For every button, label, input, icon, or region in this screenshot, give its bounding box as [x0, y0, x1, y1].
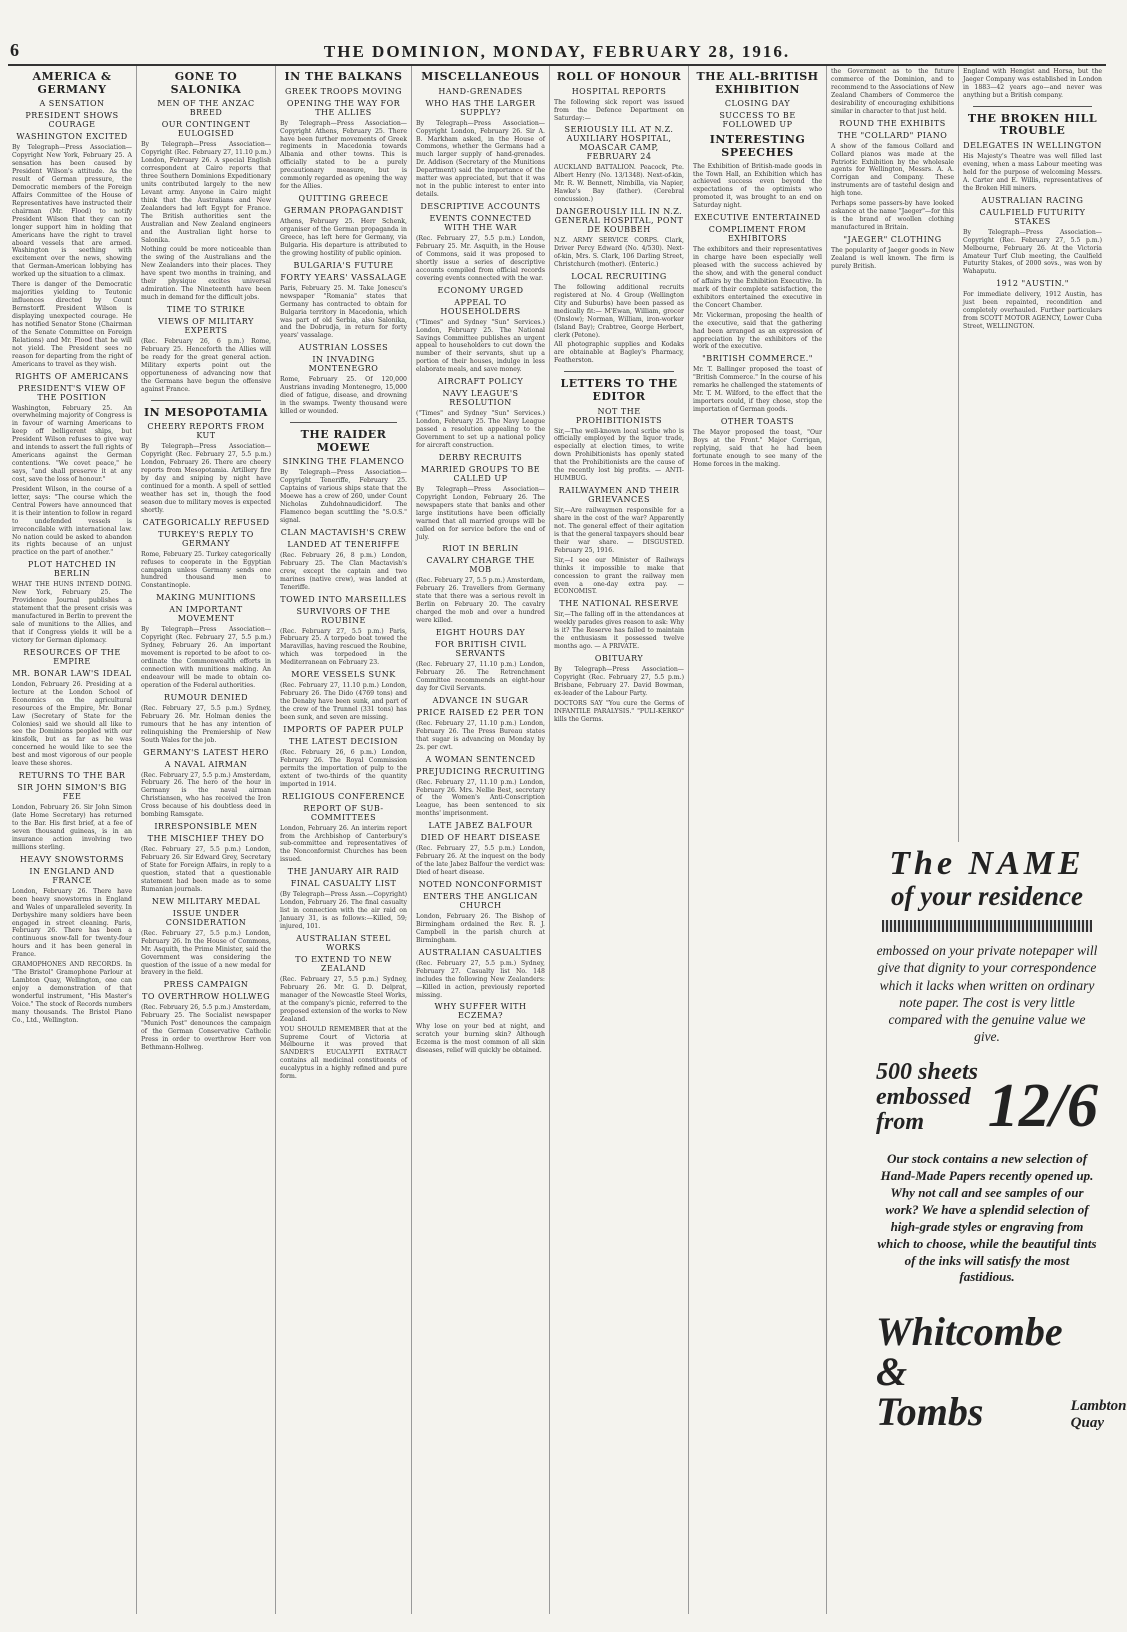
article-paragraph: Sir,—The falling off in the attendances at weekly parades gives reason to ask: Why is it? The Reserve has failed to maintain the enthusiasm it possessed twelve months ago. — A PRIVATE. [554, 611, 684, 651]
article-subheading: SINKING THE FLAMENCO [282, 457, 405, 467]
article-paragraph: Mr. T. Ballinger proposed the toast of "British Commerce." In the course of his remarks he challenged the statements of Mr. T. M. Wilford, to the effect that the importers could, if they chose, stop the importation of German goods. [693, 366, 822, 414]
article-subheading: RIOT IN BERLIN [442, 544, 519, 554]
article-paragraph: DOCTORS SAY "You cure the Germs of INFANTILE PARALYSIS." "PULI-KERKO" kills the Germs. [554, 699, 684, 723]
article-subheading: THE "COLLARD" PIANO [837, 130, 948, 140]
article-paragraph: (Rec. February 27, 5.5 p.m.) Amsterdam, February 26. Travellers from Germany state that there was a serious revolt in Berlin on February 20. The cavalry charged the mob and over a hundred were killed. [416, 577, 545, 625]
article-subheading: A WOMAN SENTENCED [425, 754, 536, 764]
article-paragraph: ("Times" and Sydney "Sun" Services.) London, February 25. The Navy League passed a resolution appealing to the Government to set up a national policy for aircraft construction. [416, 410, 545, 449]
article-paragraph: (By Telegraph—Press Assn.—Copyright) London, February 26. The final casualty list in connection with the air raid on January 31, is as follows:—Killed, 59; injured, 101. [280, 891, 407, 931]
article-subheading: SERIOUSLY ILL AT N.Z. AUXILIARY HOSPITAL, MOASCAR CAMP, FEBRUARY 24 [564, 125, 674, 162]
article-subheading: RELIGIOUS CONFERENCE [281, 791, 406, 801]
column-3 [275, 66, 411, 1614]
ad-subheadline: of your residence [891, 880, 1083, 911]
article-paragraph: Athens, February 25. Herr Schenk, organiser of the German propaganda in Greece, has left here for Germany, via Bulgaria. His departure is attributed to the growing hostility of public opinion. [280, 218, 407, 257]
article-headline: LETTERS TO THE EDITOR [560, 377, 678, 403]
article-paragraph: (Rec. February 27, 5.5 p.m.) London, February 26. In the House of Commons, Mr. Asquith, the Prime Minister, said the Government was considering the question of the issue of a new medal for bravery in the field. [141, 929, 271, 977]
article-paragraph: ("Times" and Sydney "Sun" Services.) London, February 25. The National Savings Committee publishes an urgent appeal to householders to cut down the number of their servants, shut up a portion of their houses, indulge in less elaborate meals, and save money. [416, 318, 545, 374]
ad-body: embossed on your private notepaper will give that dignity to your correspondence which it lacks when written on ordinary note paper. The cost is very little compared with the genuine value we give. [876, 943, 1098, 1045]
column-4 [411, 66, 549, 1614]
article-subheading: COMPLIMENT FROM EXHIBITORS [708, 225, 807, 244]
article-headline: IN MESOPOTAMIA [144, 405, 268, 419]
article-subheading: ECONOMY URGED [437, 285, 524, 295]
article-paragraph: WHAT THE HUNS INTEND DOING. New York, February 25. The Providence Journal publishes a statement that the present crisis was manufactured in Berlin to prevent the sale of munitions to the Allies, and that if Congress yields it will be a victory for German diplomacy. [12, 581, 132, 644]
article-paragraph: the Government as to the future commerce of the Dominion, and to recommend to the Associations of New Zealand Chambers of Commerce the desirability of encouraging exhibitions similar in character to that just held. [831, 68, 954, 115]
article-paragraph: Why lose on your bed at night, and scratch your burning skin? Although Eczema is the most common of all skin diseases, relief will quickly be obtained. [416, 1023, 545, 1055]
article-paragraph: The Mayor proposed the toast, "Our Boys at the Front." Major Corrigan, replying, said that he had been fortunate enough to see many of the Home forces in the making. [693, 429, 822, 468]
article-paragraph: (Rec. February 27, 5.5 p.m.) London, February 25. Mr. Asquith, in the House of Commons, said it was proposed to shortly issue a series of descriptive accounts compiled from official records covering events connected with the war. [416, 235, 545, 282]
article-subheading: ENTERS THE ANGLICAN CHURCH [423, 892, 538, 911]
article-subheading: IN INVADING MONTENEGRO [308, 355, 379, 374]
article-headline: IN THE BALKANS [284, 70, 403, 83]
article-subheading: EIGHT HOURS DAY [435, 628, 526, 638]
article-paragraph: Sir,—The well-known local scribe who is officially employed by the liquor trade, especially at election times, to write down Prohibitionists has openly stated that the Prohibitionists are the cause of the recently lost big profits. — ANTI-HUMBUG. [554, 427, 684, 483]
page-title: THE DOMINION, MONDAY, FEBRUARY 28, 1916. [323, 42, 791, 61]
article-subheading: CATEGORICALLY REFUSED [142, 517, 270, 527]
article-subheading: THE MISCHIEF THEY DO [147, 834, 265, 844]
article-subheading: TURKEY'S REPLY TO GERMANY [158, 529, 254, 548]
article-paragraph: AUCKLAND BATTALION. Peacock, Pte. Albert Henry (No. 13/1348). Next-of-kin, Mr. R. W. Bennett, Nimbilla, via Napier, Hawke's Bay (father). (Cerebral concussion.) [554, 164, 684, 204]
article-subheading: APPEAL TO HOUSEHOLDERS [440, 297, 521, 316]
article-headline: THE ALL-BRITISH EXHIBITION [696, 70, 819, 96]
article-paragraph: For immediate delivery, 1912 Austin, has just been repainted, recondition and completely overhauled. Further particulars from SCOTT MOTOR AGENCY, Lower Cuba Street, WELLINGTON. [963, 291, 1102, 331]
article-paragraph: (Rec. February 27, 11.10 p.m.) London, February 26. Mrs. Nellie Best, secretary of the Women's Anti-Conscription League, has been sentenced to six months' imprisonment. [416, 778, 545, 818]
article-subheading: WHY SUFFER WITH ECZEMA? [434, 1002, 527, 1021]
article-subheading: WASHINGTON EXCITED [16, 132, 128, 142]
article-subheading: TO EXTEND TO NEW ZEALAND [295, 954, 392, 973]
article-subheading: WHO HAS THE LARGER SUPPLY? [425, 98, 536, 117]
article-subheading: FOR BRITISH CIVIL SERVANTS [434, 640, 527, 659]
article-subheading: DELEGATES IN WELLINGTON [963, 141, 1102, 151]
article-subheading: DERBY RECRUITS [438, 452, 523, 462]
article-subheading: RAILWAYMEN AND THEIR GRIEVANCES [558, 486, 680, 505]
article-subheading: IRRESPONSIBLE MEN [154, 822, 258, 832]
article-subheading: GERMANY'S LATEST HERO [143, 747, 269, 757]
article-paragraph: Rome, February 25. Of 120,000 Austrians invading Montenegro, 15,000 died of fatigue, disease, and drowning in the swamps. Twenty thousand were killed or wounded. [280, 376, 407, 416]
article-subheading: ADVANCE IN SUGAR [432, 695, 529, 705]
article-subheading: THE JANUARY AIR RAID [287, 867, 400, 877]
article-subheading: IMPORTS OF PAPER PULP [283, 724, 404, 734]
ad-price-block [876, 1058, 1098, 1141]
article-subheading: CAULFIELD FUTURITY STAKES [979, 207, 1086, 226]
price-label-sheets: 500 sheets [876, 1058, 978, 1085]
article-paragraph: Nothing could be more noticeable than the swing of the Australians and the New Zealanders into their places. They have spent two months in training, and their physique excites universal admiration. The Nineteenth have been much in demand for the difficult jobs. [141, 246, 271, 302]
article-paragraph: President Wilson, in the course of a letter, says: "The course which the Central Powers have announced that it is their intention to follow in regard to undefended vessels is irreconcilable with international law. No nation could be asked to abandon its rights because of an unjust practice on the part of another." [12, 485, 132, 557]
article-subheading: HAND-GRENADES [438, 86, 523, 96]
article-paragraph: Mr. Vickerman, proposing the health of the executive, said that the gathering had been arranged as an expression of appreciation by the exhibitors of the work of the executive. [693, 311, 822, 351]
article-headline: GONE TO SALONIKA [170, 70, 242, 96]
article-subheading: MEN OF THE ANZAC BREED [157, 99, 255, 118]
article-headline: THE RAIDER MOEWE [300, 428, 387, 454]
article-subheading: AUSTRIAN LOSSES [298, 343, 389, 353]
article-paragraph: Washington, February 25. An overwhelming majority of Congress is in favour of warning Americans to keep off belligerent ships, but President Wilson refuses to give way and intends to assert the full rights of Americans against the German contentions. "We covet peace," he says, "and shall preserve it at any cost, save the loss of honour." [12, 404, 132, 483]
article-subheading: RIGHTS OF AMERICANS [15, 371, 129, 381]
article-paragraph: By Telegraph—Press Association—Copyright Athens, February 25. There have been further movements of Greek regiments in Macedonia towards Albania and other towns. This is officially stated to be a purely precautionary measure, but is commonly regarded as opening the way for the Allies. [280, 119, 407, 191]
article-paragraph: (Rec. February 26, 5.5 p.m.) Amsterdam, February 25. The Socialist newspaper "Munich Post" denounces the campaign of the German Conservative Catholic Press in order to overthrow Herr von Bethmann-Hollweg. [141, 1004, 271, 1052]
article-subheading: AUSTRALIAN STEEL WORKS [296, 933, 391, 952]
article-paragraph: Paris, February 25. M. Take Jonescu's newspaper "Romania" states that Germany has contracted to obtain for Bulgaria territory in Macedonia, which was part of old Serbia, also Salonika, and the Dobrudja, in return for forty years' vassalage. [280, 284, 407, 340]
article-paragraph: All photographic supplies and Kodaks are obtainable at Bagley's Pharmacy, Featherston. [554, 341, 684, 365]
article-subheading: SURVIVORS OF THE ROUBINE [296, 606, 391, 625]
article-paragraph: GRAMOPHONES AND RECORDS. In "The Bristol" Gramophone Parlour at Lambton Quay, Wellington, one can enjoy a demonstration of that wonderful instrument, "His Master's Voice." The stock of Records numbers many thousands. The Bristol Piano Co., Ltd., Wellington. [12, 961, 132, 1024]
article-headline: THE BROKEN HILL TROUBLE [967, 111, 1098, 138]
article-paragraph: His Majesty's Theatre was well filled last evening, when a mass Labour meeting was held for the purpose of welcoming Messrs. A. Carter and E. Willis, representatives of the Broken Hill miners. [963, 153, 1102, 192]
article-subheading: BULGARIA'S FUTURE [293, 260, 394, 270]
article-subheading: MORE VESSELS SUNK [291, 670, 396, 680]
article-paragraph: The popularity of Jaeger goods in New Zealand is well known. The firm is purely British. [831, 246, 954, 270]
article-paragraph: The exhibitors and their representatives in charge have been especially well pleased with the success achieved by the show, and with the general conduct of affairs by the Exhibition Executive. In mark of their complete satisfaction, the exhibitors entertained the executive in the Concert Chamber. [693, 246, 822, 309]
article-paragraph: A show of the famous Collard and Collard pianos was made at the Patriotic Exhibition by the wholesale agents for Wellington, Messrs. A. A. Corrigan and Company. These instruments are of tasteful design and high tone. [831, 142, 954, 198]
ad-headline: The NAME [889, 845, 1085, 882]
article-paragraph: By Telegraph—Press Association—Copyright (Rec. February 27, 5.5 p.m.) London, February 26. There are cheery reports from Mesopotamia. Artillery fire by day and sniping by night have continued for a month. A spell of settled weather has set in, though the food season due to military moves is expected shortly. [141, 443, 271, 514]
article-paragraph: Perhaps some passers-by have looked askance at the name "Jaeger"—for this is the brand of woollen clothing manufactured in Britain. [831, 200, 954, 231]
article-subheading: MAKING MUNITIONS [156, 593, 256, 603]
article-paragraph: (Rec. February 27, 11.10 p.m.) London, February 26. The Retrenchment Committee recommends an eight-hour day for Civil Servants. [416, 661, 545, 692]
article-paragraph: (Rec. February 27, 5.5 p.m.) London, February 26. Sir Edward Grey, Secretary of State for Foreign Affairs, in reply to a question, stated that a questionable statement had been made as to some Rumanian journals. [141, 846, 271, 893]
article-subheading: NOTED NONCONFORMIST [418, 880, 543, 890]
article-subheading: ISSUE UNDER CONSIDERATION [165, 908, 247, 927]
article-subheading: OPENING THE WAY FOR THE ALLIES [286, 98, 401, 117]
article-paragraph: (Rec. February 27, 5.5 p.m.) London, February 26. At the inquest on the body of the late Jabez Balfour the verdict was: Died of heart disease. [416, 845, 545, 877]
article-subheading: "JAEGER" CLOTHING [843, 234, 942, 244]
article-subheading: PRESS CAMPAIGN [163, 980, 249, 990]
article-subheading: PRESIDENT'S VIEW OF THE POSITION [18, 383, 126, 402]
price-value: 12/6 [987, 1072, 1098, 1141]
ad-signature [876, 1309, 1127, 1435]
article-subheading: RESOURCES OF THE EMPIRE [23, 647, 121, 666]
column-6 [688, 66, 826, 1614]
article-paragraph: By Telegraph—Press Association—Copyright London, February 26. The newspapers state that banks and other large institutions have been officially warned that all married groups will be called on for service before the end of July. [416, 485, 545, 541]
article-paragraph: England with Hengist and Horsa, but the Jaeger Company was established in London in 1883—42 years ago—and never was anything but a British company. [963, 68, 1102, 99]
article-subheading: GERMAN PROPAGANDIST [283, 206, 404, 216]
article-paragraph: (Rec. February 27, 5.5 p.m.) Amsterdam, February 26. The hero of the hour in Germany is the naval airman Christiansen, who has received the Iron Cross because of his doubtless deed in bombing Ramsgate. [141, 771, 271, 819]
article-paragraph: (Rec. February 27, 5.5 p.m.) Sydney, February 27. Casualty list No. 148 includes the following New Zealanders:—Killed in action, previously reported missing. [416, 959, 545, 999]
column-8 [958, 66, 1106, 842]
article-subheading: QUITTING GREECE [298, 194, 389, 204]
article-subheading: RETURNS TO THE BAR [18, 771, 126, 781]
article-paragraph: By Telegraph—Press Association—Copyright (Rec. February 27, 11.10 p.m.) London, February 26. A special English correspondent at Cairo reports that three Southern Dominions Expeditionary units contributed largely to the new Levant army. Anyone in Cairo might think that the Australians and New Zealanders had left Egypt for France. The British authorities sent the Australian and New Zealand engineers and the Australian light horse to Salonika. [141, 141, 271, 244]
article-subheading: MR. BONAR LAW'S IDEAL [12, 668, 132, 678]
article-subheading: EXECUTIVE ENTERTAINED [694, 213, 821, 223]
article-paragraph: London, February 26. An interim report from the Archbishop of Canterbury's sub-committee and representatives of the Nonconformist Churches has been issued. [280, 824, 407, 864]
article-subheading: HOSPITAL REPORTS [571, 86, 667, 96]
article-subheading: PRICE RAISED £2 PER TON [416, 707, 545, 717]
masthead [8, 42, 1106, 66]
article-subheading: OBITUARY [594, 654, 644, 664]
article-subheading: TO OVERTHROW HOLLWEG [142, 992, 270, 1002]
article-paragraph: (Rec. February 27, 5.5 p.m.) Paris, February 25. A torpedo boat towed the Maravillas, having rescued the Roubine, which was torpedoed in the Mediterranean on February 23. [280, 627, 407, 667]
article-paragraph: By Telegraph—Press Association—Copyright (Rec. February 27, 5.5 p.m.) Brisbane, February 27. David Bowman, ex-leader of the Labour Party. [554, 666, 684, 697]
firm-location-line-2: Quay [1070, 1415, 1105, 1432]
article-subheading: MARRIED GROUPS TO BE CALLED UP [420, 464, 541, 483]
article-subheading: SIR JOHN SIMON'S BIG FEE [17, 783, 127, 802]
article-subheading: EVENTS CONNECTED WITH THE WAR [429, 214, 532, 233]
article-headline: ROLL OF HONOUR [556, 70, 682, 83]
article-paragraph: London, February 26. The Bishop of Birmingham ordained the Rev. R. J. Campbell in the parish church at Birmingham. [416, 913, 545, 944]
article-paragraph: London, February 26. Sir John Simon (late Home Secretary) has returned to the Bar. His first brief, at a fee of seven thousand guineas, is in an insurance action involving two millions sterling. [12, 804, 132, 851]
article-subheading: TOWED INTO MARSEILLES [280, 594, 407, 604]
article-subheading: "BRITISH COMMERCE." [702, 354, 813, 364]
article-subheading: TIME TO STRIKE [166, 305, 246, 315]
article-paragraph: By Telegraph—Press Association—Copyright (Rec. February 27, 5.5 p.m.) Melbourne, February 26. At the Victoria Amateur Turf Club meeting, the Caulfield Futurity Stakes, of 2000 sovs., was won by Wahaputu. [963, 228, 1102, 276]
article-subheading: AUSTRALIAN RACING [981, 195, 1084, 205]
article-subheading: REPORT OF SUB-COMMITTEES [303, 803, 384, 822]
article-paragraph: By Telegraph—Press Association—Copyright (Rec. February 27, 5.5 p.m.) Sydney, February 26. An important movement is reported to be afoot to co-ordinate the Commonwealth efforts in connection with munitions making. An endeavour will be made to obtain co-operation of the Federal authorities. [141, 626, 271, 689]
article-subheading: PREJUDICING RECRUITING [416, 766, 545, 776]
article-subheading: HEAVY SNOWSTORMS [19, 854, 125, 864]
article-paragraph: YOU SHOULD REMEMBER that at the Supreme Court of Victoria at Melbourne it was proved that SANDER'S EUCALYPTI EXTRACT contains all medicinal constituents of eucalyptus in a highly refined and pure form. [280, 1025, 407, 1081]
article-subheading: DANGEROUSLY ILL IN N.Z. GENERAL HOSPITAL, PONT DE KOUBBEH [554, 207, 684, 235]
article-subheading: 1912 "AUSTIN." [996, 279, 1069, 289]
article-paragraph: (Rec. February 26, 6 p.m.) London, February 26. The Royal Commission permits the importation of pulp to the extent of two-thirds of the quantity imported in 1914. [280, 748, 407, 788]
article-paragraph: Rome, February 25. Turkey categorically refuses to cooperate in the Egyptian campaign unless Germany sends one hundred thousand men to Constantinople. [141, 550, 271, 590]
article-subheading: THE LATEST DECISION [288, 736, 399, 746]
ad-stock-text: Our stock contains a new selection of Hand-Made Papers recently opened up. Why not call and see samples of our work? We have a splendid selection of high-grade styles or engraving from which to choose, while the beautiful tints of the inks will satisfy the most fastidious. [877, 1151, 1097, 1285]
embossed-sample-band [882, 920, 1092, 932]
article-subheading: A SENSATION [39, 99, 105, 109]
column-5 [549, 66, 688, 1614]
article-subheading: CLAN MACTAVISH'S CREW [280, 527, 407, 537]
article-paragraph: (Rec. February 27, 11.10 p.m.) London, February 26. The Press Bureau states that sugar is advancing on Monday by 2s. per cwt. [416, 719, 545, 751]
article-paragraph: By Telegraph—Press Association—Copyright Teneriffe, February 25. Captains of various ships state that the Moewe has a crew of 260, under Count Nicholas Zuhdohnaudicidorf. The Flamenco began scuttling the "S.O.S." signal. [280, 469, 407, 524]
article-paragraph: By Telegraph—Press Association—Copyright New York, February 25. A sensation has been caused by President Wilson's attitude. As the result of German pressure, the Democratic members of the Foreign Affairs Committee of the House of Representatives have instructed their chairman (Mr. Flood) to notify President Wilson that they can no longer support him in holding that Americans have the right to travel aboard vessels that are armed. Washington is seething with excitement over the news, showing that German-American lobbying has worked up the situation to a climax. [12, 144, 132, 279]
article-subheading: DESCRIPTIVE ACCOUNTS [420, 202, 541, 212]
article-subheading: NOT THE PROHIBITIONISTS [575, 406, 663, 425]
article-subheading: AIRCRAFT POLICY [437, 377, 524, 387]
column-rule [564, 371, 674, 372]
article-subheading: PLOT HATCHED IN BERLIN [27, 560, 117, 579]
column-rule [290, 422, 397, 423]
article-subheading: ROUND THE EXHIBITS [839, 118, 946, 128]
article-subheading: AUSTRALIAN CASUALTIES [418, 947, 543, 957]
article-subheading: IN ENGLAND AND FRANCE [29, 866, 115, 885]
article-paragraph: (Rec. February 27, 11.10 p.m.) London, February 26. The Dido (4769 tons) and the Denaby have been sunk, and part of the crew of the Trunnel (331 tons) has been sunk, and seven are missing. [280, 682, 407, 721]
article-subheading: CAVALRY CHARGE THE MOB [426, 556, 535, 575]
article-paragraph: (Rec. February 27, 5.5 p.m.) Sydney, February 26. Mr. Holman denies the rumours that he has any intention of relinquishing the Premiership of New South Wales for the job. [141, 704, 271, 744]
article-subheading: SUCCESS TO BE FOLLOWED UP [719, 111, 796, 130]
article-subheading: OUR CONTINGENT EULOGISED [161, 120, 251, 139]
article-paragraph: (Rec. February 26, 8 p.m.) London, February 25. The Clan Mactavish's crew, except the captain and two marines (native crew), was landed at Teneriffe. [280, 551, 407, 591]
article-paragraph: (Rec. February 26, 6 p.m.) Rome, February 25. Henceforth the Allies will be ready for the great general action. Military experts point out the opportuneness of advancing now that the Germans have begun the offensive against France. [141, 338, 271, 393]
article-subheading: AN IMPORTANT MOVEMENT [169, 605, 243, 624]
article-paragraph: The following additional recruits registered at No. 4 Group (Wellington City and Suburbs) have been passed as medically fit:— M'Ewan, William, grocer (Onslow); Norman, William, iron-worker (Island Bay); Crabtree, George Herbert, clerk (Petone). [554, 283, 684, 339]
article-paragraph: London, February 26. Presiding at a lecture at the London School of Economics on the agricultural resources of the Empire, Mr. Bonar Law (Secretary of State for the Colonies) said we should all like to see the Dominions peopled with our kinsfolk, but as far as he was concerned he would like to see the best and most vigorous of our people leave these shores. [12, 680, 132, 768]
article-subheading: FORTY YEARS' VASSALAGE [280, 272, 407, 282]
article-paragraph: By Telegraph—Press Association—Copyright London, February 26. Sir A. B. Markham asked, in the House of Commons, whether the Germans had a much larger supply of hand-grenades. Dr. Addison (Secretary of the Munitions Department) said the importance of the matter was appreciated, but that it was not in the public interest to enter into details. [416, 119, 545, 199]
column-1 [8, 66, 136, 1614]
article-subheading: LANDED AT TENERIFFE [287, 539, 400, 549]
article-subheading: DIED OF HEART DISEASE [420, 833, 541, 843]
article-headline: AMERICA & GERMANY [32, 70, 112, 96]
article-subheading: PRESIDENT SHOWS COURAGE [25, 111, 119, 130]
article-headline: INTERESTING SPEECHES [709, 133, 806, 159]
article-paragraph: There is danger of the Democratic majorities yielding to Teutonic influences directed by Count Bernstorff. President Wilson is displaying unexpected courage. He has notified Senator Stone (Chairman of the Senate Committee on Foreign Relations) and Mr. Flood that he will not yield. The President sees no reason for departing from the right of Americans to travel as they wish. [12, 281, 132, 368]
article-subheading: CHEERY REPORTS FROM KUT [147, 422, 265, 441]
firm-name-line-1: Whitcombe & [876, 1309, 1063, 1395]
article-subheading: LOCAL RECRUITING [571, 271, 667, 281]
article-paragraph: Sir,—Are railwaymen responsible for a share in the cost of the war? Apparently not. The general effect of their agitation is that the general taxpayers should bear their war share. — DISGUSTED. February 25, 1916. [554, 507, 684, 554]
article-subheading: NAVY LEAGUE'S RESOLUTION [442, 389, 519, 408]
article-subheading: A NAVAL AIRMAN [164, 759, 248, 769]
article-subheading: NEW MILITARY MEDAL [151, 896, 261, 906]
firm-name-line-2: Tombs [876, 1389, 984, 1435]
whitcombe-tombs-advertisement [868, 840, 1127, 1610]
page-number: 6 [10, 40, 19, 60]
article-paragraph: London, February 26. There have been heavy snowstorms in England and Wales of unparalleled severity. In Derbyshire many soldiers have been engaged in street cleaning. Paris, February 26. There has been a continuous snow-fall for twenty-four hours and it has been general in France. [12, 887, 132, 959]
article-paragraph: Sir,—I see our Minister of Railways thinks it impossible to make that concession to grant the railway men even a one-day extra pay. — ECONOMIST. [554, 556, 684, 596]
column-rule [973, 106, 1092, 107]
column-rule [151, 400, 261, 401]
price-label-embossed: embossed from [876, 1083, 971, 1135]
article-headline: MISCELLANEOUS [421, 70, 540, 83]
article-subheading: FINAL CASUALTY LIST [290, 879, 397, 889]
article-subheading: GREEK TROOPS MOVING [285, 86, 402, 96]
article-subheading: THE NATIONAL RESERVE [559, 599, 679, 609]
article-paragraph: The Exhibition of British-made goods in the Town Hall, an Exhibition which has achieved success even beyond the expectations of the optimists who promoted it, was brought to an end on Saturday night. [693, 162, 822, 210]
firm-location-line-1: Lambton [1070, 1397, 1127, 1414]
article-subheading: CLOSING DAY [724, 99, 791, 109]
article-subheading: OTHER TOASTS [720, 417, 795, 426]
article-subheading: RUMOUR DENIED [164, 692, 248, 702]
article-paragraph: The following sick report was issued from the Defence Department on Saturday:— [554, 98, 684, 122]
article-paragraph: (Rec. February 27, 5.5 p.m.) Sydney, February 26. Mr. G. D. Delprat, manager of the Newcastle Steel Works, at the company's picnic, referred to the proposed extension of the works to New Zealand. [280, 975, 407, 1023]
article-paragraph: N.Z. ARMY SERVICE CORPS. Clark, Driver Percy Edward (No. 4/530). Next-of-kin, Mrs. S. Clark, 106 Darling Street, Christchurch (mother). (Enteric.) [554, 237, 684, 268]
article-subheading: LATE JABEZ BALFOUR [428, 821, 533, 831]
article-subheading: VIEWS OF MILITARY EXPERTS [158, 317, 254, 336]
column-2 [136, 66, 275, 1614]
